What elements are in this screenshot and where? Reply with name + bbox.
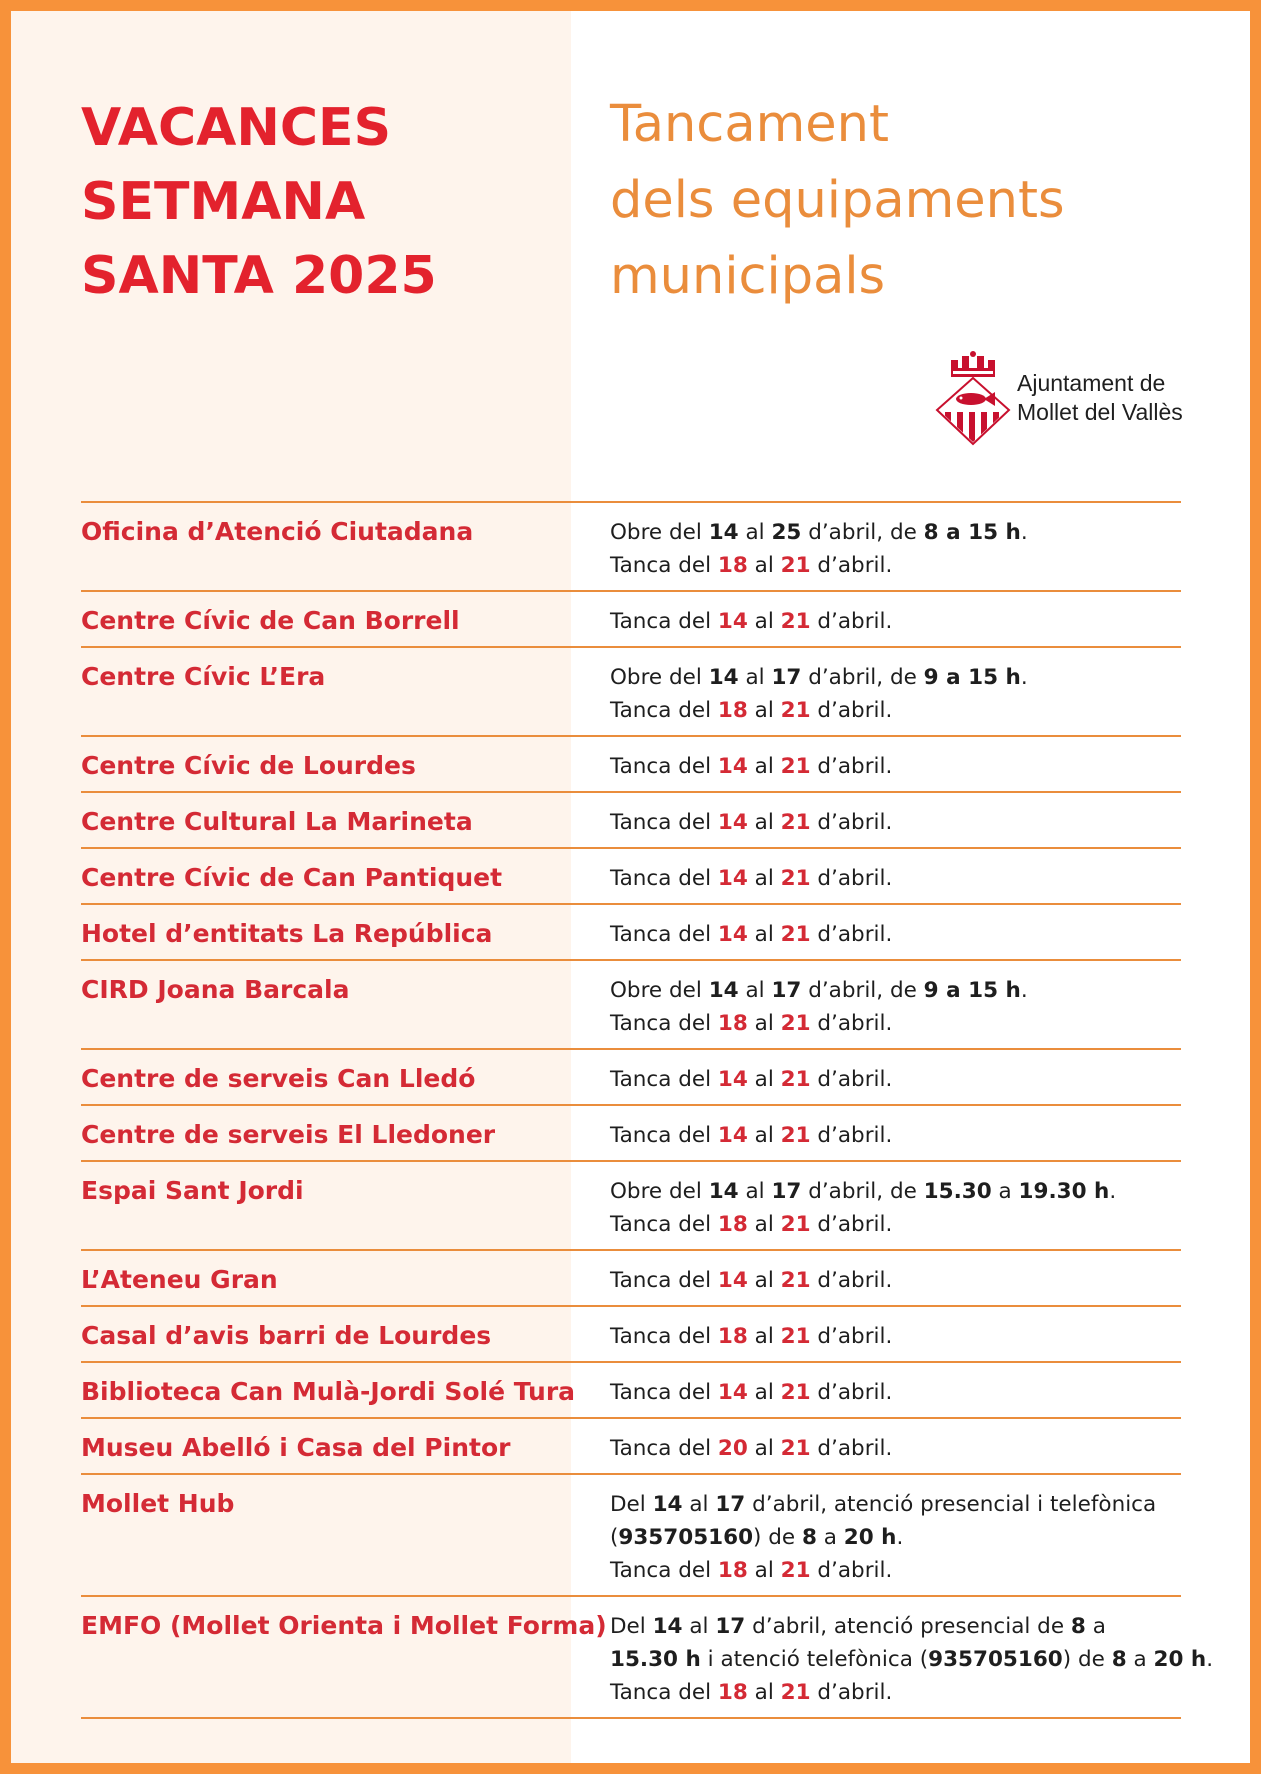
facility-schedule (610, 1376, 1181, 1409)
highlight-value: 14 (708, 1179, 739, 1204)
facility-schedule (610, 605, 1181, 638)
facility-schedule (610, 1488, 1181, 1587)
facility-schedule (610, 1610, 1213, 1709)
schedule-line (610, 1554, 1181, 1587)
title-line: VACANCES (81, 98, 392, 158)
facility-name: Museu Abelló i Casa del Pintor (81, 1433, 511, 1462)
highlight-value: 14 (708, 978, 739, 1003)
closure-date: 14 (717, 1067, 748, 1092)
schedule-text: . (896, 1525, 904, 1550)
schedule-text: a (1126, 1647, 1154, 1672)
title-line: SETMANA (81, 172, 366, 232)
logo-text-line: Mollet del Vallès (1017, 399, 1183, 425)
schedule-line (610, 1610, 1213, 1643)
highlight-value: 14 (652, 1492, 683, 1517)
schedule-text: d’abril. (810, 1324, 893, 1349)
schedule-row (81, 1251, 1181, 1307)
subtitle-line: dels equipaments (610, 171, 1065, 230)
closure-date: 21 (780, 1436, 811, 1461)
closure-date: 21 (780, 1680, 811, 1705)
closure-date: 18 (717, 1324, 748, 1349)
closure-date: 21 (780, 922, 811, 947)
schedule-line (610, 694, 1181, 727)
highlight-value: 14 (708, 665, 739, 690)
schedule-text: al (747, 1268, 781, 1293)
schedule-text: al (747, 1680, 781, 1705)
highlight-value: 9 a 15 h (923, 665, 1021, 690)
highlight-value: 17 (771, 978, 802, 1003)
closure-date: 21 (780, 1558, 811, 1583)
schedule-line (610, 516, 1181, 549)
schedule-text: ) de (1062, 1647, 1112, 1672)
schedule-text: Del (610, 1492, 653, 1517)
facility-name: Mollet Hub (81, 1489, 235, 1518)
highlight-value: 8 a 15 h (923, 520, 1021, 545)
facility-name: L’Ateneu Gran (81, 1265, 278, 1294)
facility-schedule (610, 974, 1181, 1040)
schedule-text: al (747, 698, 781, 723)
facility-schedule (610, 661, 1181, 727)
schedule-text: Tanca del (610, 866, 718, 891)
facility-name: EMFO (Mollet Orienta i Mollet Forma) (81, 1611, 607, 1640)
facility-schedule (610, 806, 1181, 839)
closure-date: 14 (717, 810, 748, 835)
schedule-text: al (747, 1123, 781, 1148)
closure-date: 14 (717, 754, 748, 779)
closure-date: 14 (717, 1268, 748, 1293)
closure-date: 14 (717, 1123, 748, 1148)
title-line: SANTA 2025 (81, 246, 437, 306)
schedule-line (610, 862, 1181, 895)
schedule-text: al (747, 866, 781, 891)
schedule-text: ) de (753, 1525, 802, 1550)
schedule-text: Tanca del (610, 1436, 718, 1461)
facility-name: Centre Cívic de Lourdes (81, 751, 416, 780)
schedule-text: d’abril, de (801, 1179, 924, 1204)
facility-schedule (610, 1063, 1181, 1096)
closure-date: 18 (717, 1212, 748, 1237)
schedule-row (81, 592, 1181, 648)
closure-date: 18 (717, 1680, 748, 1705)
schedule-row (81, 793, 1181, 849)
schedule-text: Tanca del (610, 810, 718, 835)
schedule-text: d’abril. (810, 609, 893, 634)
schedule-text: Tanca del (610, 553, 718, 578)
facility-schedule (610, 862, 1181, 895)
schedule-text: al (747, 1558, 781, 1583)
schedule-line (610, 1119, 1181, 1152)
schedule-row (81, 961, 1181, 1050)
schedule-line (610, 918, 1181, 951)
closure-date: 21 (780, 609, 811, 634)
schedule-line (610, 1175, 1181, 1208)
facility-name: Centre Cívic de Can Pantiquet (81, 863, 503, 892)
highlight-value: 17 (771, 1179, 802, 1204)
highlight-value: 17 (715, 1492, 746, 1517)
schedule-line (610, 1643, 1213, 1676)
schedule-line (610, 1432, 1181, 1465)
schedule-text: d’abril, de (801, 520, 924, 545)
schedule-line (610, 1488, 1181, 1521)
schedule-text: Tanca del (610, 1680, 718, 1705)
schedule-table (81, 501, 1214, 1719)
schedule-text: a (1085, 1614, 1106, 1639)
facility-schedule (610, 750, 1181, 783)
schedule-text: d’abril, atenció presencial i telefònica (745, 1492, 1157, 1517)
highlight-value: 14 (652, 1614, 683, 1639)
schedule-row (81, 1162, 1181, 1251)
schedule-text: d’abril. (810, 1067, 893, 1092)
highlight-value: 20 h (1153, 1647, 1207, 1672)
facility-name: Casal d’avis barri de Lourdes (81, 1321, 492, 1350)
schedule-text: al (747, 1324, 781, 1349)
closure-date: 21 (780, 1324, 811, 1349)
schedule-text: d’abril. (810, 1380, 893, 1405)
schedule-text: al (747, 1436, 781, 1461)
closure-date: 21 (780, 1380, 811, 1405)
schedule-text: al (747, 1212, 781, 1237)
closure-date: 21 (780, 754, 811, 779)
municipal-logo (935, 350, 1183, 446)
closure-date: 21 (780, 698, 811, 723)
facility-name: Oficina d’Atenció Ciutadana (81, 517, 474, 546)
schedule-text: Tanca del (610, 754, 718, 779)
schedule-text: a (816, 1525, 844, 1550)
schedule-text: Tanca del (610, 1011, 718, 1036)
facility-schedule (610, 1432, 1181, 1465)
logo-text-line: Ajuntament de (1017, 370, 1166, 396)
schedule-line (610, 806, 1181, 839)
closure-date: 18 (717, 1011, 748, 1036)
schedule-text: al (738, 978, 772, 1003)
schedule-text: al (747, 1011, 781, 1036)
schedule-text: d’abril, de (801, 665, 924, 690)
schedule-text: Tanca del (610, 1324, 718, 1349)
schedule-line (610, 1376, 1181, 1409)
schedule-text: al (747, 1380, 781, 1405)
schedule-row (81, 1597, 1214, 1719)
coat-of-arms-icon (935, 350, 1011, 446)
schedule-text: al (747, 810, 781, 835)
closure-date: 14 (717, 1380, 748, 1405)
facility-schedule (610, 1264, 1181, 1297)
schedule-text: . (1109, 1179, 1117, 1204)
schedule-text: d’abril. (810, 553, 893, 578)
closure-date: 18 (717, 698, 748, 723)
schedule-text: al (747, 1067, 781, 1092)
schedule-line (610, 1676, 1213, 1709)
schedule-text: Obre del (610, 665, 709, 690)
schedule-row (81, 1363, 1181, 1419)
schedule-text: d’abril. (810, 754, 893, 779)
highlight-value: 19.30 h (1018, 1179, 1110, 1204)
schedule-text: d’abril, atenció presencial de (745, 1614, 1071, 1639)
schedule-text: al (682, 1614, 716, 1639)
schedule-text: Del (610, 1614, 653, 1639)
schedule-text: ( (610, 1525, 619, 1550)
schedule-text: al (747, 754, 781, 779)
highlight-value: 8 (801, 1525, 817, 1550)
highlight-value: 14 (708, 520, 739, 545)
schedule-text: Tanca del (610, 698, 718, 723)
facility-name: CIRD Joana Barcala (81, 975, 350, 1004)
schedule-text: Obre del (610, 520, 709, 545)
highlight-value: 935705160 (618, 1525, 754, 1550)
schedule-text: al (738, 520, 772, 545)
facility-schedule (610, 1320, 1181, 1353)
schedule-text: Obre del (610, 1179, 709, 1204)
facility-name: Centre de serveis El Lledoner (81, 1120, 496, 1149)
highlight-value: 8 (1070, 1614, 1086, 1639)
closure-date: 20 (717, 1436, 748, 1461)
schedule-text: Tanca del (610, 1123, 718, 1148)
closure-date: 21 (780, 553, 811, 578)
schedule-line (610, 661, 1181, 694)
schedule-text: d’abril. (810, 1680, 893, 1705)
highlight-value: 9 a 15 h (923, 978, 1021, 1003)
schedule-text: d’abril. (810, 866, 893, 891)
schedule-text: d’abril. (810, 1558, 893, 1583)
subtitle-line: municipals (610, 247, 886, 306)
closure-date: 14 (717, 609, 748, 634)
page-title (81, 91, 437, 313)
logo-text (1017, 369, 1183, 427)
facility-schedule (610, 1119, 1181, 1152)
closure-date: 18 (717, 1558, 748, 1583)
schedule-row (81, 1050, 1181, 1106)
schedule-text: d’abril. (810, 1268, 893, 1293)
schedule-line (610, 605, 1181, 638)
facility-name: Centre Cultural La Marineta (81, 807, 473, 836)
facility-name: Espai Sant Jordi (81, 1176, 304, 1205)
closure-date: 21 (780, 1212, 811, 1237)
schedule-text: d’abril. (810, 922, 893, 947)
closure-date: 14 (717, 866, 748, 891)
schedule-line (610, 1208, 1181, 1241)
schedule-row (81, 849, 1181, 905)
facility-schedule (610, 1175, 1181, 1241)
schedule-text: Tanca del (610, 922, 718, 947)
schedule-text: Tanca del (610, 609, 718, 634)
schedule-line (610, 1521, 1181, 1554)
highlight-value: 8 (1111, 1647, 1127, 1672)
highlight-value: 15.30 (923, 1179, 992, 1204)
schedule-text: . (1020, 665, 1028, 690)
schedule-line (610, 549, 1181, 582)
facility-name: Centre Cívic de Can Borrell (81, 606, 460, 635)
schedule-text: al (682, 1492, 716, 1517)
schedule-text: . (1020, 978, 1028, 1003)
schedule-text: i atenció telefònica ( (700, 1647, 929, 1672)
schedule-text: d’abril, de (801, 978, 924, 1003)
schedule-text: Tanca del (610, 1212, 718, 1237)
highlight-value: 935705160 (928, 1647, 1063, 1672)
schedule-text: . (1020, 520, 1028, 545)
highlight-value: 17 (715, 1614, 746, 1639)
schedule-text: Tanca del (610, 1558, 718, 1583)
schedule-text: a (991, 1179, 1019, 1204)
schedule-text: al (747, 922, 781, 947)
facility-schedule (610, 918, 1181, 951)
schedule-row (81, 737, 1181, 793)
closure-date: 21 (780, 810, 811, 835)
facility-name: Centre Cívic L’Era (81, 662, 326, 691)
schedule-text: al (747, 609, 781, 634)
schedule-line (610, 1264, 1181, 1297)
schedule-text: d’abril. (810, 1011, 893, 1036)
schedule-line (610, 974, 1181, 1007)
schedule-text: Tanca del (610, 1380, 718, 1405)
closure-date: 21 (780, 1011, 811, 1036)
schedule-text: Tanca del (610, 1268, 718, 1293)
schedule-text: d’abril. (810, 810, 893, 835)
highlight-value: 15.30 h (610, 1647, 701, 1672)
facility-name: Biblioteca Can Mulà-Jordi Solé Tura (81, 1377, 576, 1406)
facility-name: Centre de serveis Can Lledó (81, 1064, 476, 1093)
schedule-row (81, 905, 1181, 961)
schedule-text: d’abril. (810, 1436, 893, 1461)
highlight-value: 17 (771, 665, 802, 690)
schedule-row (81, 1475, 1181, 1597)
schedule-row (81, 648, 1181, 737)
schedule-line (610, 1063, 1181, 1096)
facility-schedule (610, 516, 1181, 582)
closure-date: 21 (780, 1123, 811, 1148)
closure-date: 21 (780, 1268, 811, 1293)
schedule-row (81, 1106, 1181, 1162)
schedule-text: al (738, 665, 772, 690)
schedule-text: d’abril. (810, 1212, 893, 1237)
highlight-value: 25 (771, 520, 802, 545)
schedule-line (610, 750, 1181, 783)
schedule-text: al (738, 1179, 772, 1204)
schedule-text: Tanca del (610, 1067, 718, 1092)
page-subtitle (610, 87, 1065, 315)
schedule-text: . (1206, 1647, 1214, 1672)
schedule-row (81, 1419, 1181, 1475)
closure-date: 18 (717, 553, 748, 578)
schedule-row (81, 1307, 1181, 1363)
closure-date: 21 (780, 1067, 811, 1092)
schedule-row (81, 503, 1181, 592)
schedule-text: Obre del (610, 978, 709, 1003)
schedule-text: d’abril. (810, 698, 893, 723)
schedule-text: d’abril. (810, 1123, 893, 1148)
closure-date: 14 (717, 922, 748, 947)
subtitle-line: Tancament (610, 95, 889, 154)
closure-date: 21 (780, 866, 811, 891)
schedule-line (610, 1320, 1181, 1353)
schedule-text: al (747, 553, 781, 578)
schedule-line (610, 1007, 1181, 1040)
highlight-value: 20 h (843, 1525, 897, 1550)
facility-name: Hotel d’entitats La República (81, 919, 493, 948)
